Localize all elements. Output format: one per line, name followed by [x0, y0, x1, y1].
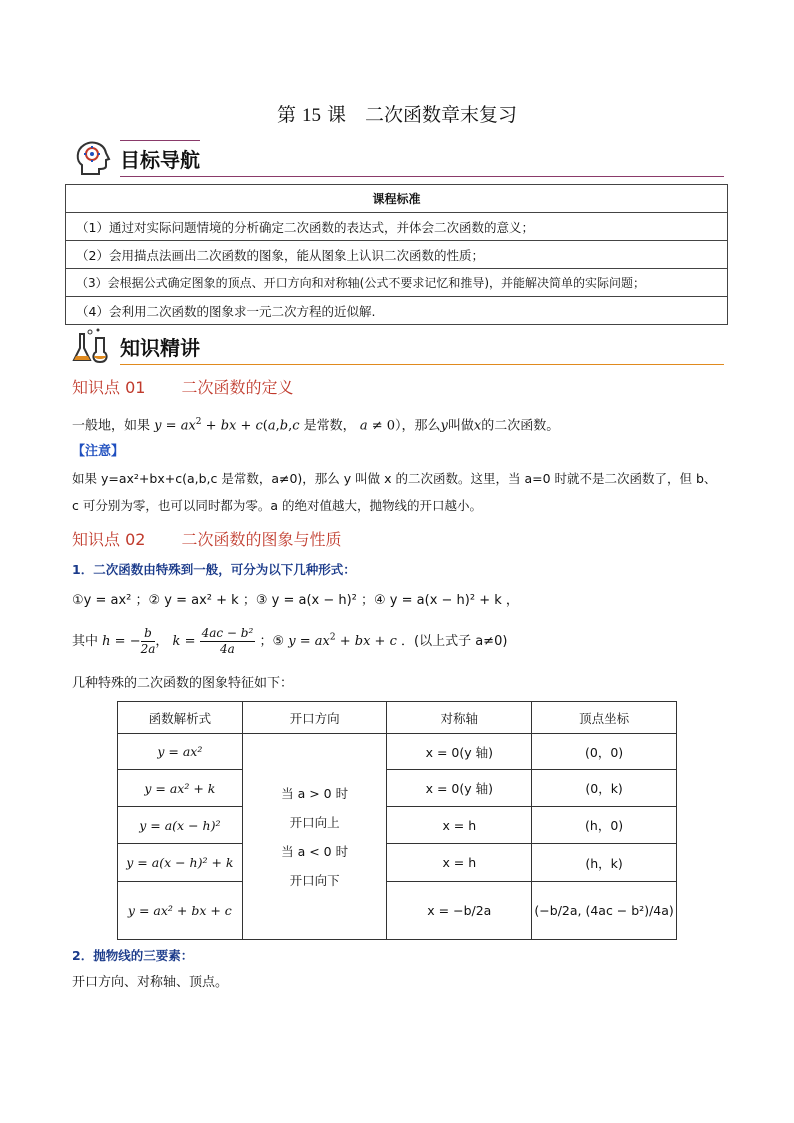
section-header-knowledge	[72, 326, 724, 366]
where-text: ．(以上式子 a≠0)	[401, 634, 508, 649]
axis-cell: x = h	[387, 844, 532, 882]
opening-direction-cell	[242, 734, 387, 940]
kp01-number: 知识点 01	[72, 378, 146, 397]
kp02-number: 知识点 02	[72, 530, 146, 549]
note-label: 【注意】	[72, 444, 125, 459]
standard-row: （4）会利用二次函数的图象求一元二次方程的近似解.	[66, 297, 728, 325]
axis-cell: x = h	[387, 807, 532, 844]
definition-text: 叫做	[447, 418, 474, 434]
kp02-item2-text: 开口方向、对称轴、顶点。	[72, 975, 229, 990]
axis-cell: x = 0(y 轴)	[387, 770, 532, 807]
page-title	[0, 100, 794, 127]
where-text: 其中	[72, 634, 99, 649]
table-row	[118, 844, 677, 882]
head-gears-icon	[72, 138, 112, 178]
kp02-item2: 2．抛物线的三要素：	[72, 948, 194, 963]
opening-text: 当 a < 0 时	[281, 843, 349, 859]
section-header-goals	[72, 138, 724, 178]
kp01-definition: 一般地，如果 $y = ax^2$ + bx + c(a,b,c 是常数， a ≠ 0），那么y叫做x的二次函数。	[72, 417, 560, 434]
definition-text: 一般地，如果	[72, 418, 151, 434]
function-cell: y = ax² + k	[118, 770, 243, 807]
table-row	[118, 770, 677, 807]
definition-text: 的二次函数。	[481, 418, 560, 434]
note-line: c 可分别为零，也可以同时都为零。a 的绝对值越大，抛物线的开口越小。	[72, 498, 482, 513]
features-intro: 几种特殊的二次函数的图象特征如下：	[72, 676, 294, 691]
table-row	[118, 807, 677, 844]
standard-row: （2）会用描点法画出二次函数的图象，能从图象上认识二次函数的性质；	[66, 241, 728, 269]
definition-text: ），那么	[395, 418, 441, 434]
axis-cell: x = 0(y 轴)	[387, 734, 532, 770]
vertex-cell: (−b/2a, (4ac − b²)/4a)	[532, 882, 677, 940]
note-line: 如果 y=ax²+bx+c(a,b,c 是常数，a≠0)，那么 y 叫做 x 的二次函数。这里，当 a=0 时就不是二次函数了，但 b、	[72, 471, 717, 486]
where-line: 其中 h = − $\frac{b}{2a}$ ， k = $\frac{\text{4ac − b²}}{4a}$ ；⑤ $y = ax^2$ + bx + c ．(以上式子 a≠0)	[72, 626, 508, 656]
table-header: 对称轴	[387, 702, 532, 734]
opening-text: 开口向上	[289, 814, 340, 830]
title-prefix: 第	[276, 104, 296, 126]
axis-cell: x = −b/2a	[387, 882, 532, 940]
table-header: 顶点坐标	[532, 702, 677, 734]
kp01-heading	[72, 375, 293, 398]
kp02-title: 二次函数的图象与性质	[181, 530, 342, 549]
table-row	[118, 734, 677, 770]
lab-flasks-icon	[72, 326, 112, 366]
forms-line: ①y = ax² ；② y = ax² + k ；③ y = a(x − h)² ；④ y = a(x − h)² + k ，	[72, 593, 519, 608]
function-features-table	[117, 701, 677, 940]
standard-row: （3）会根据公式确定图象的顶点、开口方向和对称轴(公式不要求记忆和推导)，并能解决简单的实际问题；	[66, 269, 728, 297]
section-title-knowledge: 知识精讲	[120, 336, 200, 360]
standards-header: 课程标准	[66, 185, 728, 213]
opening-text: 开口向下	[289, 872, 340, 888]
where-text: ；⑤	[259, 634, 285, 649]
table-row	[118, 882, 677, 940]
vertex-cell: (h，0)	[532, 807, 677, 844]
title-suffix: 课 二次函数章末复习	[327, 104, 518, 126]
vertex-cell: (h，k)	[532, 844, 677, 882]
function-cell: y = ax²	[118, 734, 243, 770]
definition-text: 是常数，	[303, 418, 356, 434]
function-cell: y = a(x − h)²	[118, 807, 243, 844]
title-number: 15	[302, 105, 321, 126]
section-title-goals: 目标导航	[120, 148, 200, 172]
vertex-cell: (0，0)	[532, 734, 677, 770]
function-cell: y = a(x − h)² + k	[118, 844, 243, 882]
course-standards-table	[65, 184, 728, 325]
vertex-cell: (0，k)	[532, 770, 677, 807]
table-header: 函数解析式	[118, 702, 243, 734]
kp02-item1: 1．二次函数由特殊到一般，可分为以下几种形式：	[72, 562, 356, 577]
opening-text: 当 a > 0 时	[281, 785, 349, 801]
table-header: 开口方向	[242, 702, 387, 734]
function-cell: y = ax² + bx + c	[118, 882, 243, 940]
kp02-heading	[72, 527, 341, 550]
standard-row: （1）通过对实际问题情境的分析确定二次函数的表达式，并体会二次函数的意义；	[66, 213, 728, 241]
kp01-title: 二次函数的定义	[181, 378, 294, 397]
